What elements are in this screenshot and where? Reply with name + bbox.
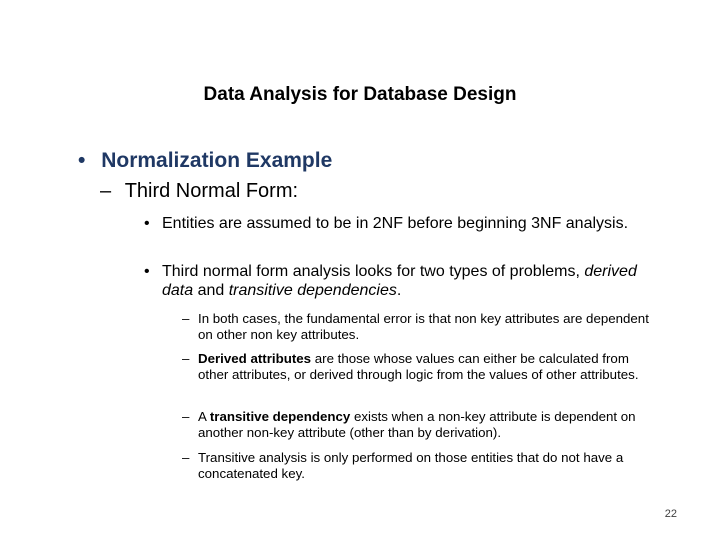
dash-glyph: – bbox=[182, 450, 190, 465]
subpoint-transitive-dependency bbox=[182, 409, 662, 441]
subpoint-text-rest: are those whose values can either be calculated from other attributes, or derived through logic from the values of other attributes. bbox=[198, 351, 639, 382]
subpoint-text-rest: Transitive analysis is only performed on those entities that do not have a concatenated key. bbox=[198, 450, 624, 481]
subpoint-text-rest: In both cases, the fundamental error is that non key attributes are dependent on other non key attributes. bbox=[198, 311, 649, 342]
subheading-text: Third Normal Form: bbox=[124, 180, 299, 202]
point-text-end: . bbox=[396, 282, 402, 299]
subheading-third-normal-form bbox=[100, 180, 298, 203]
term-transitive-dependencies: transitive dependencies bbox=[228, 282, 397, 299]
dash-glyph: – bbox=[182, 351, 190, 366]
bullet-text: Normalization Example bbox=[101, 149, 333, 172]
term-derived-data: derived data bbox=[162, 263, 637, 299]
dash-glyph: – bbox=[100, 180, 112, 202]
subpoint-transitive-analysis bbox=[182, 450, 662, 482]
subpoint-text bbox=[198, 450, 662, 482]
subpoint-text-start: A bbox=[198, 409, 210, 424]
subpoint-text bbox=[198, 409, 662, 441]
point-entities-2nf bbox=[144, 214, 664, 233]
slide-title: Data Analysis for Database Design bbox=[203, 84, 517, 105]
subpoint-fundamental-error bbox=[182, 311, 662, 343]
dash-glyph: – bbox=[182, 409, 190, 424]
subpoint-text bbox=[198, 311, 662, 343]
subpoint-term: transitive dependency bbox=[209, 409, 351, 424]
subpoint-derived-attributes bbox=[182, 351, 662, 383]
bullet-glyph: • bbox=[144, 263, 150, 280]
point-text-start: Third normal form analysis looks for two types of problems, bbox=[162, 263, 585, 280]
point-text bbox=[162, 262, 664, 300]
bullet-glyph: • bbox=[144, 215, 150, 232]
subpoint-text-rest: exists when a non-key attribute is dependent on another non-key attribute (other than by derivation). bbox=[198, 409, 636, 440]
point-text-and: and bbox=[193, 282, 229, 299]
bullet-normalization-example bbox=[78, 149, 332, 173]
dash-glyph: – bbox=[182, 311, 190, 326]
subpoint-term: Derived attributes bbox=[198, 351, 312, 366]
point-3nf-analysis bbox=[144, 262, 664, 300]
page-number: 22 bbox=[664, 508, 677, 520]
bullet-glyph: • bbox=[78, 149, 86, 172]
subpoint-text bbox=[198, 351, 662, 383]
point-text: Entities are assumed to be in 2NF before beginning 3NF analysis. bbox=[162, 215, 629, 232]
